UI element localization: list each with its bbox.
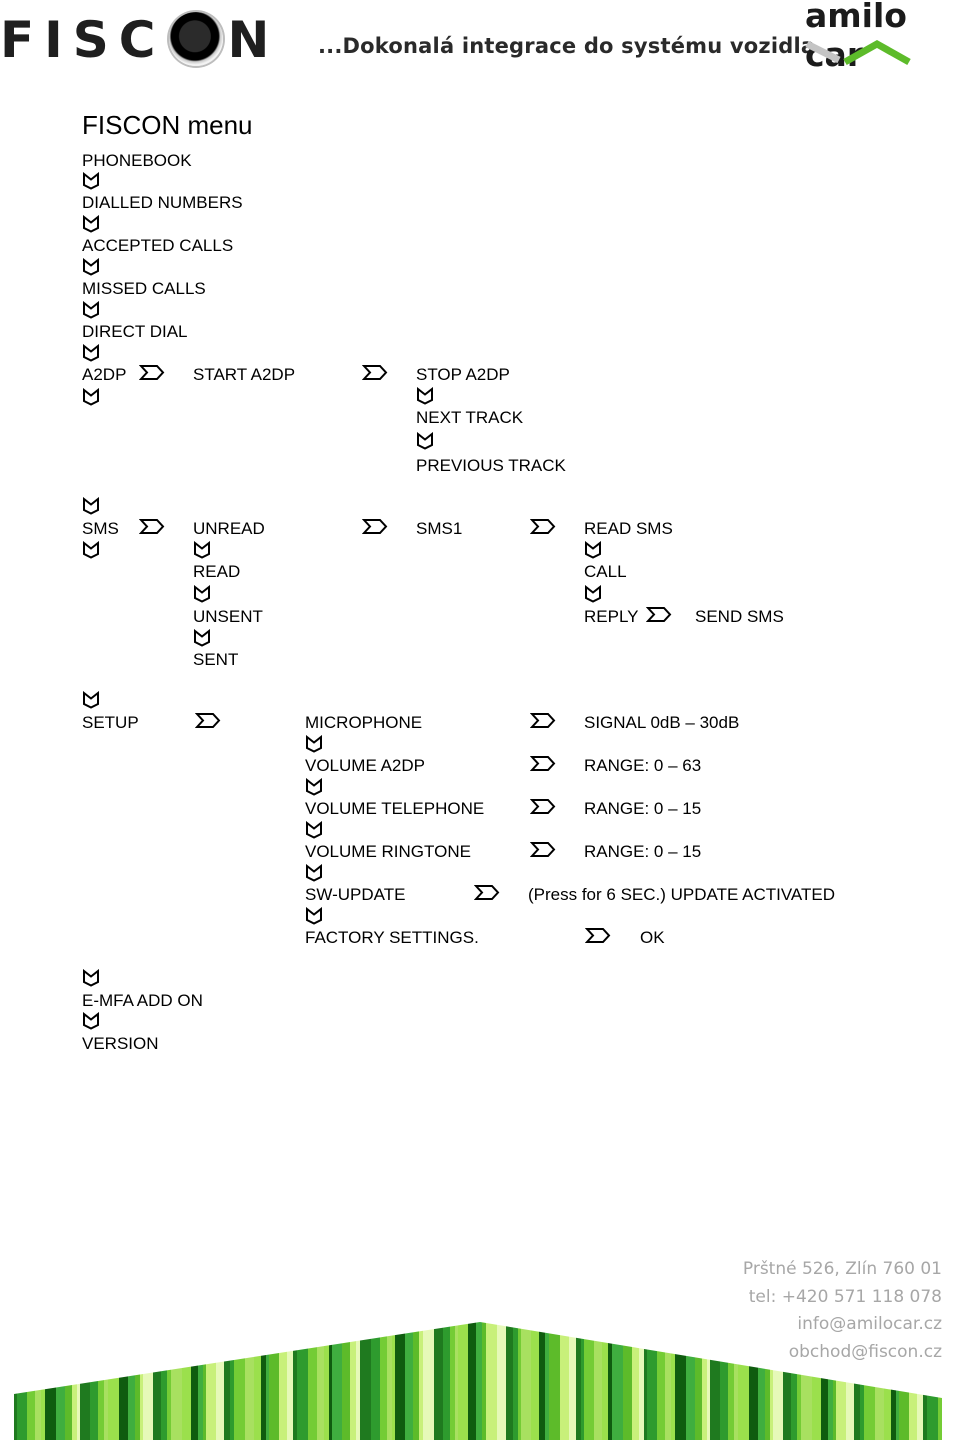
amilo-car-logo: amilo car — [805, 0, 907, 74]
amilo-chevron-icon — [805, 38, 915, 68]
arrow-down-icon — [82, 1012, 100, 1030]
arrow-down-icon — [416, 432, 434, 450]
logo-text-right: N — [227, 11, 280, 69]
menu-a2dp: A2DP — [82, 365, 127, 384]
menu-missed-calls: MISSED CALLS — [82, 279, 206, 298]
arrow-down-icon — [305, 907, 323, 925]
factory-settings-value: OK — [640, 928, 665, 947]
arrow-right-icon — [362, 518, 388, 535]
menu-microphone: MICROPHONE — [305, 713, 423, 732]
arrow-right-icon — [530, 518, 556, 535]
arrow-down-icon — [305, 778, 323, 796]
menu-reply: REPLY — [584, 607, 639, 626]
fiscon-logo — [0, 12, 279, 68]
menu-unread: UNREAD — [193, 519, 265, 538]
volume-a2dp-value: RANGE: 0 – 63 — [584, 756, 702, 775]
arrow-right-icon — [646, 606, 672, 623]
arrow-right-icon — [195, 712, 221, 729]
arrow-down-icon — [416, 387, 434, 405]
menu-accepted-calls: ACCEPTED CALLS — [82, 236, 234, 255]
menu-direct-dial: DIRECT DIAL — [82, 322, 188, 341]
contact-address: Prštné 526, Zlín 760 01 — [742, 1259, 942, 1279]
menu-next-track: NEXT TRACK — [416, 408, 524, 427]
menu-send-sms: SEND SMS — [695, 607, 784, 626]
arrow-down-icon — [82, 172, 100, 190]
arrow-right-icon — [530, 712, 556, 729]
volume-telephone-value: RANGE: 0 – 15 — [584, 799, 702, 818]
menu-read-sms: READ SMS — [584, 519, 673, 538]
logo-orb-icon — [169, 12, 223, 66]
arrow-down-icon — [82, 258, 100, 276]
arrow-down-icon — [305, 864, 323, 882]
menu-volume-a2dp: VOLUME A2DP — [305, 756, 425, 775]
menu-phonebook: PHONEBOOK — [82, 151, 192, 170]
arrow-right-icon — [530, 755, 556, 772]
menu-emfa-add-on: E-MFA ADD ON — [82, 991, 203, 1010]
arrow-down-icon — [82, 344, 100, 362]
tagline: ...Dokonalá integrace do systému vozidla — [318, 34, 816, 58]
arrow-down-icon — [193, 541, 211, 559]
arrow-down-icon — [305, 735, 323, 753]
menu-stop-a2dp: STOP A2DP — [416, 365, 510, 384]
contact-tel: tel: +420 571 118 078 — [748, 1286, 942, 1307]
menu-start-a2dp: START A2DP — [193, 365, 296, 384]
menu-volume-ringtone: VOLUME RINGTONE — [305, 842, 471, 861]
menu-dialled-numbers: DIALLED NUMBERS — [82, 193, 243, 212]
contact-email-info[interactable]: info@amilocar.cz — [797, 1314, 942, 1334]
arrow-down-icon — [82, 691, 100, 709]
arrow-down-icon — [82, 215, 100, 233]
arrow-down-icon — [82, 301, 100, 319]
arrow-down-icon — [82, 541, 100, 559]
arrow-right-icon — [474, 884, 500, 901]
arrow-down-icon — [82, 388, 100, 406]
menu-previous-track: PREVIOUS TRACK — [416, 456, 566, 475]
volume-ringtone-value: RANGE: 0 – 15 — [584, 842, 702, 861]
sw-update-value: (Press for 6 SEC.) UPDATE ACTIVATED — [528, 885, 835, 904]
menu-sw-update: SW-UPDATE — [305, 885, 406, 904]
arrow-right-icon — [530, 841, 556, 858]
arrow-down-icon — [305, 821, 323, 839]
menu-unsent: UNSENT — [193, 607, 263, 626]
microphone-value: SIGNAL 0dB – 30dB — [584, 713, 740, 732]
arrow-down-icon — [82, 969, 100, 987]
arrow-down-icon — [584, 541, 602, 559]
menu-sms: SMS — [82, 519, 119, 538]
menu-factory-settings: FACTORY SETTINGS. — [305, 928, 479, 947]
arrow-right-icon — [362, 364, 388, 381]
arrow-down-icon — [584, 585, 602, 603]
arrow-right-icon — [585, 927, 611, 944]
menu-call: CALL — [584, 562, 627, 581]
arrow-down-icon — [193, 585, 211, 603]
menu-sent: SENT — [193, 650, 239, 669]
menu-setup: SETUP — [82, 713, 139, 732]
menu-title: FISCON menu — [82, 110, 253, 140]
arrow-right-icon — [139, 364, 165, 381]
arrow-right-icon — [530, 798, 556, 815]
footer-green-stripes — [0, 1320, 960, 1440]
arrow-right-icon — [139, 518, 165, 535]
menu-sms1: SMS1 — [416, 519, 463, 538]
menu-volume-telephone: VOLUME TELEPHONE — [305, 799, 485, 818]
arrow-down-icon — [82, 497, 100, 515]
menu-version: VERSION — [82, 1034, 159, 1053]
arrow-down-icon — [193, 629, 211, 647]
logo-text-left: FISC — [0, 11, 166, 69]
menu-read: READ — [193, 562, 241, 581]
contact-email-obchod[interactable]: obchod@fiscon.cz — [788, 1341, 942, 1362]
